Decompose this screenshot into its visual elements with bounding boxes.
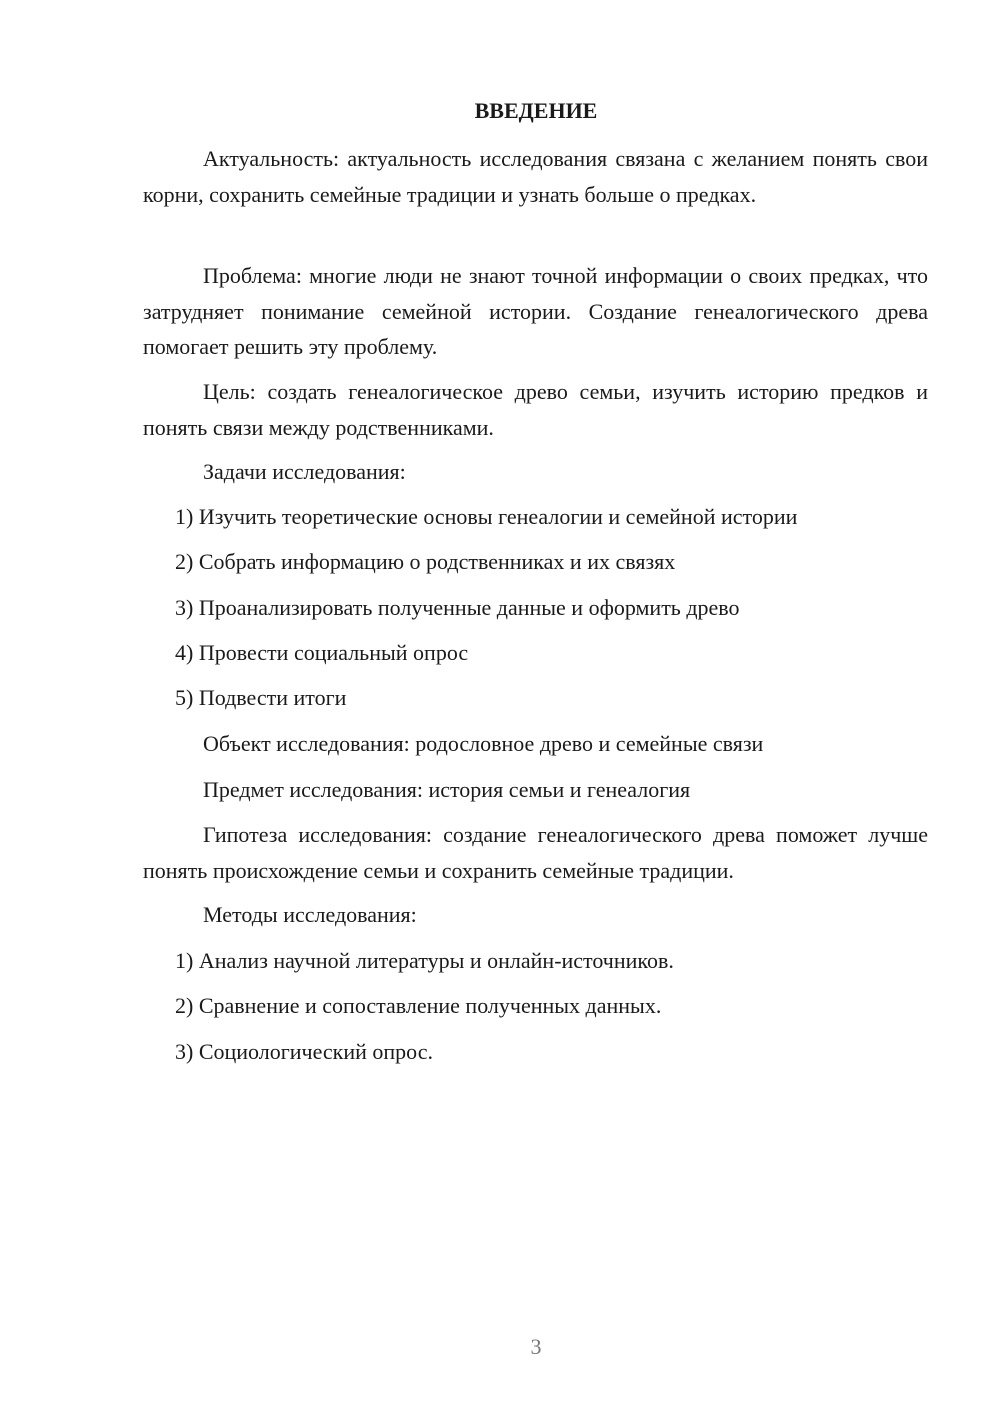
task-item-4: 4) Провести социальный опрос bbox=[175, 640, 469, 665]
methods-heading: Методы исследования: bbox=[203, 902, 417, 927]
relevance-paragraph: Актуальность: актуальность исследования связана с желанием понять свои корни, сохранить семейные традиции и узнать больше о предках. bbox=[143, 146, 928, 207]
page-title: ВВЕДЕНИЕ bbox=[474, 98, 598, 123]
method-item-1: 1) Анализ научной литературы и онлайн-источников. bbox=[175, 948, 674, 973]
task-item-2: 2) Собрать информацию о родственниках и их связях bbox=[175, 549, 676, 574]
method-item-3: 3) Социологический опрос. bbox=[175, 1039, 433, 1064]
tasks-heading: Задачи исследования: bbox=[203, 459, 406, 484]
hypothesis-paragraph: Гипотеза исследования: создание генеалогического древа поможет лучше понять происхождение семьи и сохранить семейные традиции. bbox=[143, 822, 928, 883]
task-item-5: 5) Подвести итоги bbox=[175, 685, 347, 710]
problem-paragraph: Проблема: многие люди не знают точной информации о своих предках, что затрудняет понимание семейной истории. Создание генеалогического древа помогает решить эту проблему. bbox=[143, 263, 928, 359]
research-subject: Предмет исследования: история семьи и генеалогия bbox=[203, 777, 691, 802]
page-number: 3 bbox=[530, 1334, 542, 1359]
task-item-1: 1) Изучить теоретические основы генеалогии и семейной истории bbox=[175, 504, 798, 529]
goal-paragraph: Цель: создать генеалогическое древо семьи, изучить историю предков и понять связи между родственниками. bbox=[143, 379, 928, 440]
method-item-2: 2) Сравнение и сопоставление полученных данных. bbox=[175, 993, 662, 1018]
task-item-3: 3) Проанализировать полученные данные и оформить древо bbox=[175, 595, 740, 620]
research-object: Объект исследования: родословное древо и семейные связи bbox=[203, 731, 764, 756]
